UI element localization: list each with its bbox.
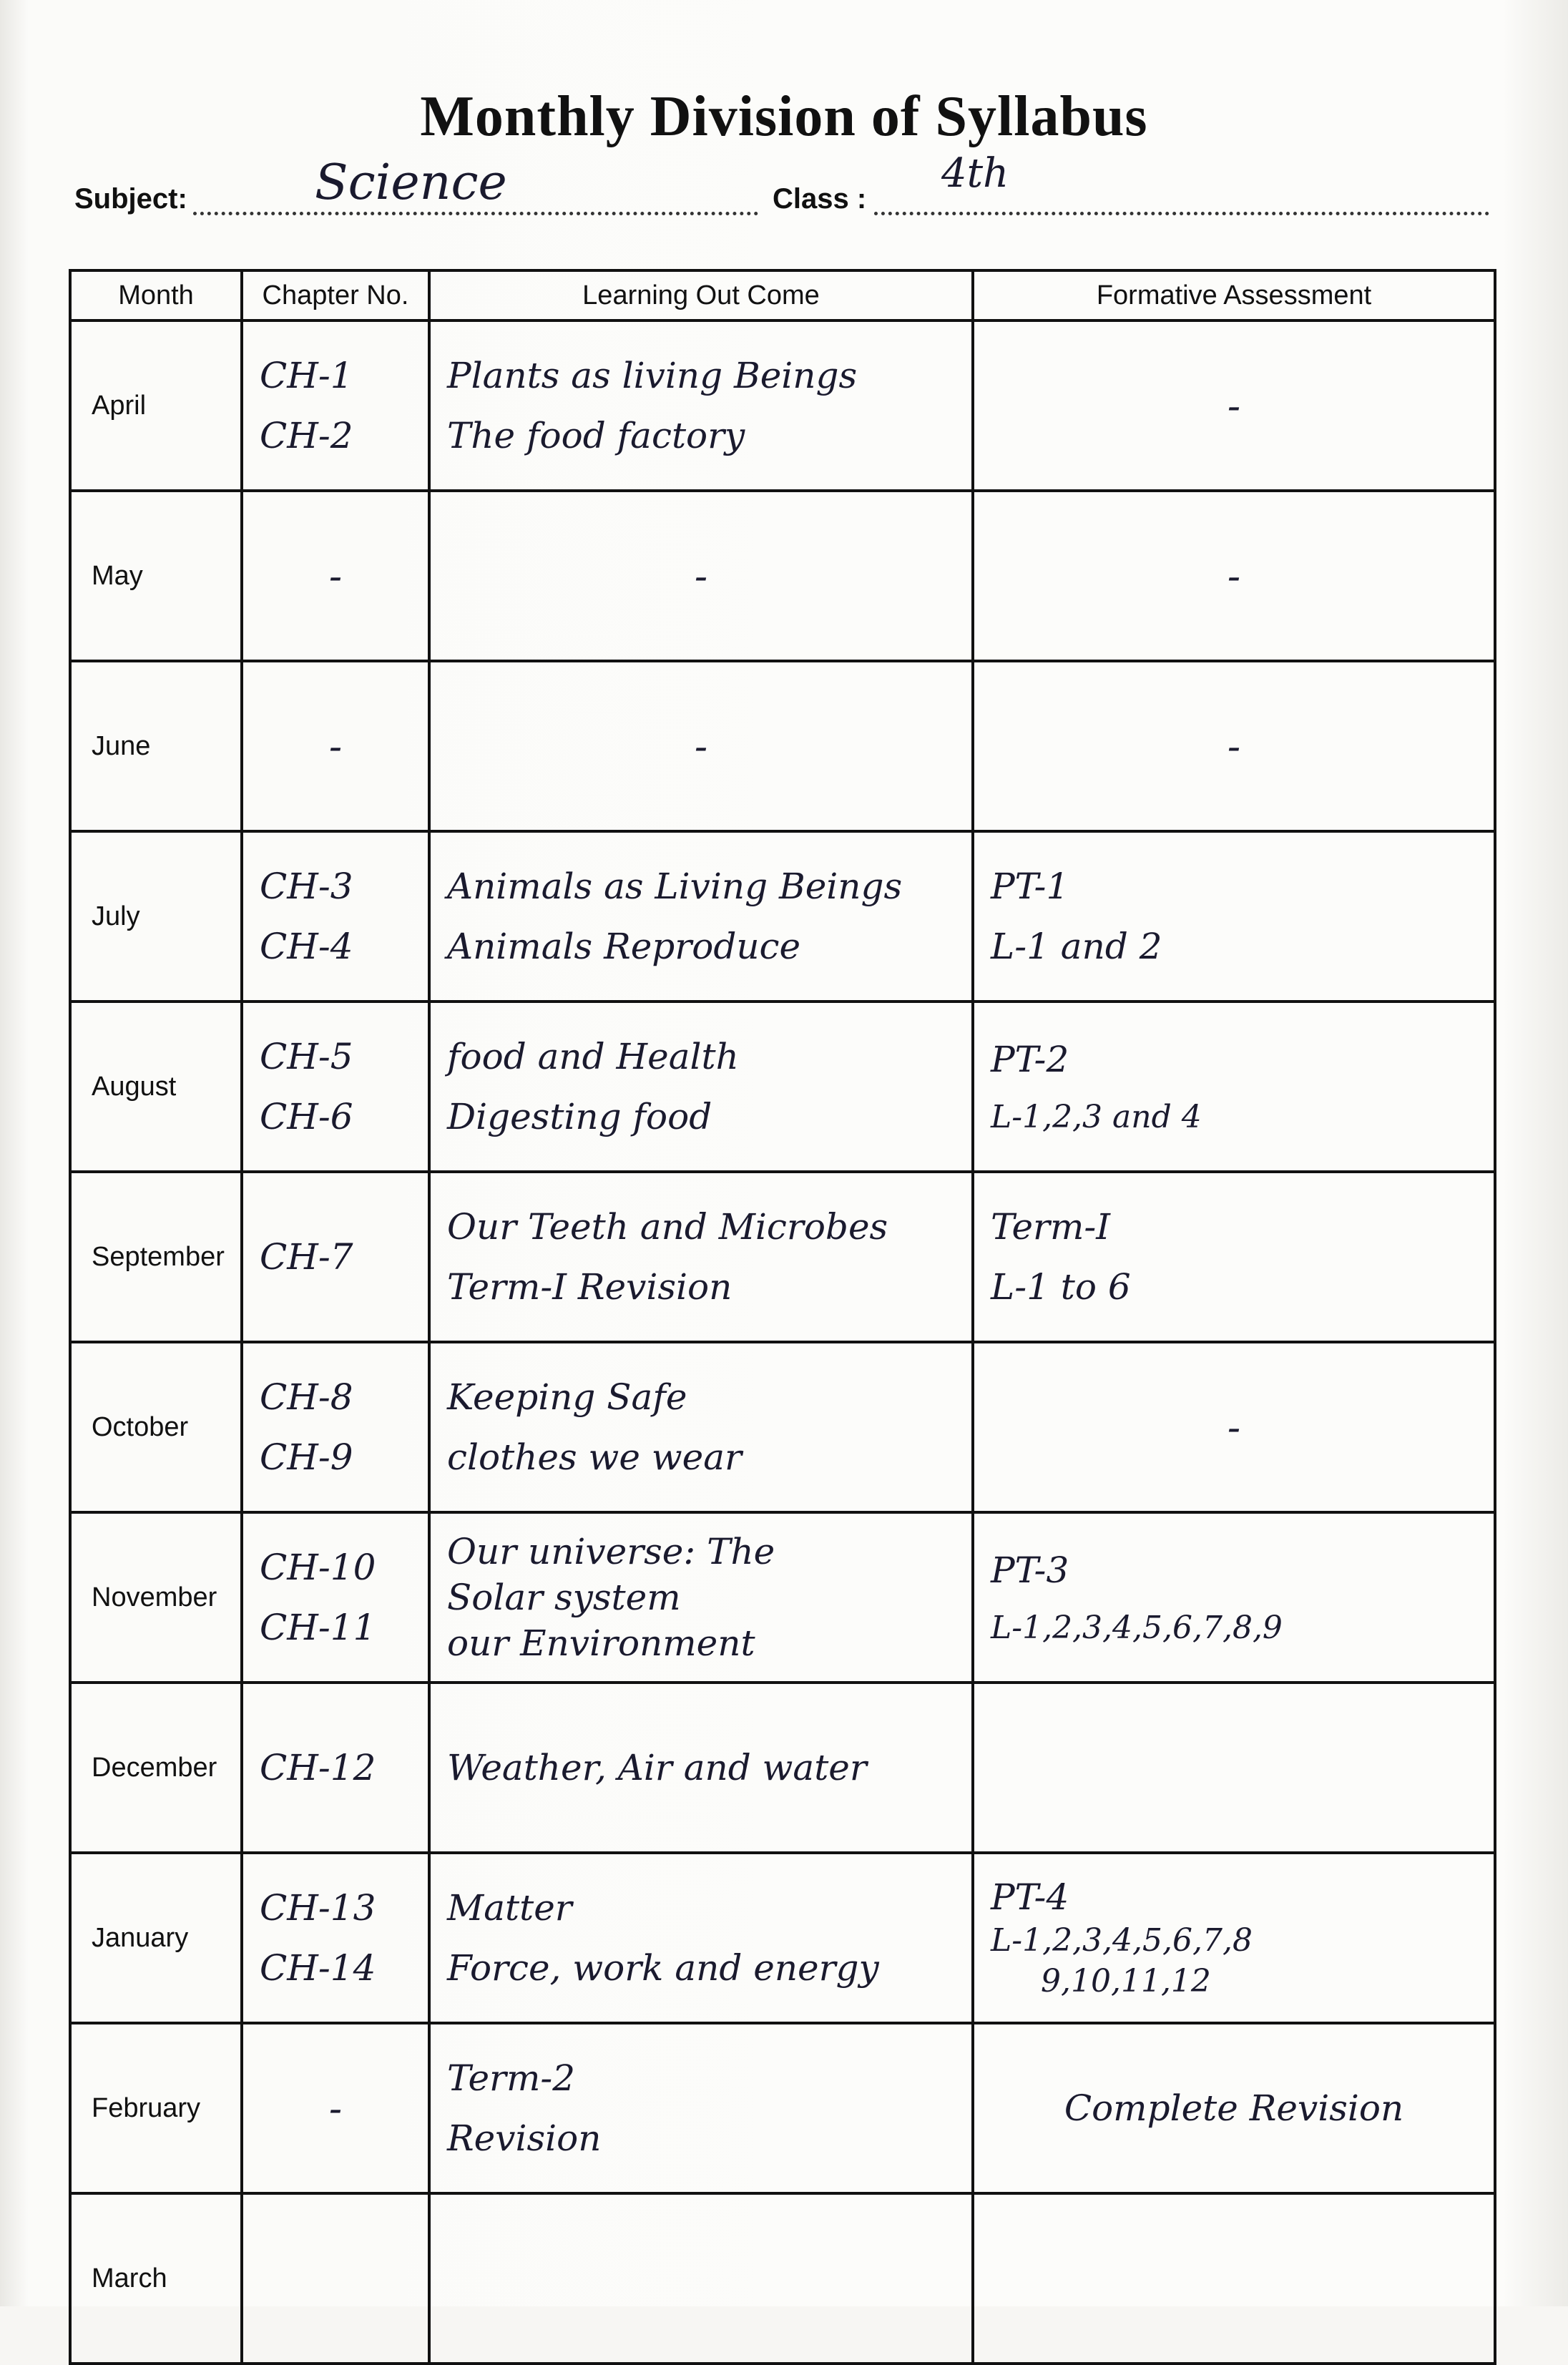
chapter-text: CH-2 — [260, 415, 353, 456]
column-header-chapter: Chapter No. — [242, 270, 429, 320]
learning-outcome-text: Our universe: The — [447, 1531, 775, 1572]
learning-outcome-text: Plants as living Beings — [447, 355, 858, 396]
assessment-text: L-1,2,3,4,5,6,7,8,9 — [991, 1609, 1283, 1646]
column-header-formative-assessment: Formative Assessment — [973, 270, 1495, 320]
chapter-text: CH-8 — [260, 1376, 353, 1418]
learning-outcome-cell — [429, 1853, 973, 2023]
month-cell: May — [70, 491, 242, 661]
column-header-learning-outcome: Learning Out Come — [429, 270, 973, 320]
learning-outcome-cell — [429, 1683, 973, 1853]
assessment-cell — [973, 831, 1495, 1002]
subject-value: Science — [315, 155, 507, 211]
chapter-text: CH-9 — [260, 1436, 353, 1478]
assessment-text: Term-I — [991, 1206, 1111, 1248]
month-cell: December — [70, 1683, 242, 1853]
page-title: Monthly Division of Syllabus — [420, 85, 1148, 148]
learning-outcome-text: - — [694, 723, 708, 769]
learning-outcome-text: - — [694, 553, 708, 599]
chapter-text: CH-5 — [260, 1036, 353, 1077]
syllabus-table — [69, 269, 1496, 2365]
assessment-cell — [973, 1342, 1495, 1512]
chapter-text: - — [328, 553, 343, 599]
class-value: 4th — [941, 150, 1009, 197]
assessment-text: L-1 to 6 — [991, 1266, 1131, 1308]
learning-outcome-text: Animals Reproduce — [447, 926, 801, 967]
chapter-text: CH-11 — [260, 1607, 376, 1648]
learning-outcome-text: Our Teeth and Microbes — [447, 1206, 888, 1248]
assessment-text: - — [1227, 383, 1241, 429]
learning-outcome-cell — [429, 2193, 973, 2364]
chapter-cell — [242, 491, 429, 661]
assessment-text: - — [1227, 723, 1241, 769]
learning-outcome-text: Matter — [447, 1887, 572, 1929]
month-cell: October — [70, 1342, 242, 1512]
learning-outcome-cell — [429, 1002, 973, 1172]
chapter-cell — [242, 320, 429, 491]
table-row — [70, 491, 1495, 661]
learning-outcome-text: Digesting food — [447, 1096, 712, 1137]
table-row — [70, 1853, 1495, 2023]
table-row — [70, 2023, 1495, 2193]
chapter-cell — [242, 1342, 429, 1512]
assessment-text: L-1 and 2 — [991, 926, 1162, 967]
chapter-text: CH-7 — [260, 1236, 353, 1278]
chapter-text: CH-1 — [260, 355, 353, 396]
assessment-cell — [973, 1002, 1495, 1172]
table-row — [70, 661, 1495, 831]
chapter-text: CH-13 — [260, 1887, 376, 1929]
assessment-text: Complete Revision — [1064, 2087, 1404, 2129]
learning-outcome-text: our Environment — [447, 1622, 755, 1664]
chapter-cell — [242, 1002, 429, 1172]
column-header-month: Month — [70, 270, 242, 320]
assessment-cell — [973, 2023, 1495, 2193]
learning-outcome-text: Revision — [447, 2117, 602, 2159]
table-row — [70, 320, 1495, 491]
learning-outcome-cell — [429, 320, 973, 491]
month-cell: August — [70, 1002, 242, 1172]
learning-outcome-text: Force, work and energy — [447, 1947, 879, 1989]
chapter-cell — [242, 831, 429, 1002]
learning-outcome-cell — [429, 661, 973, 831]
chapter-text: - — [328, 723, 343, 769]
month-cell: February — [70, 2023, 242, 2193]
learning-outcome-cell — [429, 1512, 973, 1683]
learning-outcome-text: food and Health — [447, 1036, 739, 1077]
chapter-cell — [242, 1853, 429, 2023]
chapter-cell — [242, 2193, 429, 2364]
chapter-cell — [242, 661, 429, 831]
assessment-cell — [973, 2193, 1495, 2364]
assessment-cell — [973, 661, 1495, 831]
chapter-text: - — [328, 2085, 343, 2131]
table-row — [70, 1683, 1495, 1853]
table-row — [70, 1002, 1495, 1172]
month-cell: January — [70, 1853, 242, 2023]
chapter-text: CH-14 — [260, 1947, 376, 1989]
chapter-cell — [242, 1512, 429, 1683]
learning-outcome-text: Animals as Living Beings — [447, 866, 903, 907]
assessment-text: - — [1227, 553, 1241, 599]
learning-outcome-cell — [429, 1342, 973, 1512]
assessment-text: PT-4 — [991, 1876, 1069, 1918]
table-row — [70, 2193, 1495, 2364]
assessment-text: PT-3 — [991, 1549, 1069, 1591]
assessment-text: 9,10,11,12 — [1041, 1963, 1211, 1999]
chapter-text: CH-3 — [260, 866, 353, 907]
month-cell: September — [70, 1172, 242, 1342]
learning-outcome-text: Term-I Revision — [447, 1266, 732, 1308]
subject-dotted-line — [193, 212, 758, 215]
assessment-text: L-1,2,3 and 4 — [991, 1098, 1202, 1135]
assessment-text: - — [1227, 1404, 1241, 1450]
learning-outcome-text: clothes we wear — [447, 1436, 742, 1478]
learning-outcome-text: The food factory — [447, 415, 745, 456]
learning-outcome-text: Weather, Air and water — [447, 1747, 867, 1788]
assessment-cell — [973, 1512, 1495, 1683]
chapter-text: CH-12 — [260, 1747, 376, 1788]
chapter-cell — [242, 2023, 429, 2193]
assessment-cell — [973, 320, 1495, 491]
month-cell: November — [70, 1512, 242, 1683]
learning-outcome-cell — [429, 1172, 973, 1342]
table-row — [70, 831, 1495, 1002]
subject-label: Subject: — [74, 183, 187, 215]
table-header-row — [70, 270, 1495, 320]
month-cell: July — [70, 831, 242, 1002]
month-cell: March — [70, 2193, 242, 2364]
assessment-cell — [973, 1853, 1495, 2023]
learning-outcome-text: Keeping Safe — [447, 1376, 687, 1418]
class-dotted-line — [874, 212, 1489, 215]
learning-outcome-cell — [429, 2023, 973, 2193]
learning-outcome-text: Term-2 — [447, 2057, 576, 2099]
assessment-text: PT-2 — [991, 1038, 1069, 1080]
chapter-cell — [242, 1172, 429, 1342]
month-cell: April — [70, 320, 242, 491]
table-row — [70, 1172, 1495, 1342]
assessment-cell — [973, 491, 1495, 661]
learning-outcome-cell — [429, 831, 973, 1002]
month-cell: June — [70, 661, 242, 831]
chapter-cell — [242, 1683, 429, 1853]
assessment-text: PT-1 — [991, 866, 1069, 907]
table-row — [70, 1342, 1495, 1512]
chapter-text: CH-6 — [260, 1096, 353, 1137]
assessment-cell — [973, 1683, 1495, 1853]
chapter-text: CH-4 — [260, 926, 353, 967]
learning-outcome-text: Solar system — [447, 1577, 681, 1618]
learning-outcome-cell — [429, 491, 973, 661]
table-body — [70, 320, 1495, 2364]
table-row — [70, 1512, 1495, 1683]
assessment-text: L-1,2,3,4,5,6,7,8 — [991, 1922, 1253, 1959]
assessment-cell — [973, 1172, 1495, 1342]
class-label: Class : — [773, 183, 867, 215]
chapter-text: CH-10 — [260, 1547, 376, 1588]
